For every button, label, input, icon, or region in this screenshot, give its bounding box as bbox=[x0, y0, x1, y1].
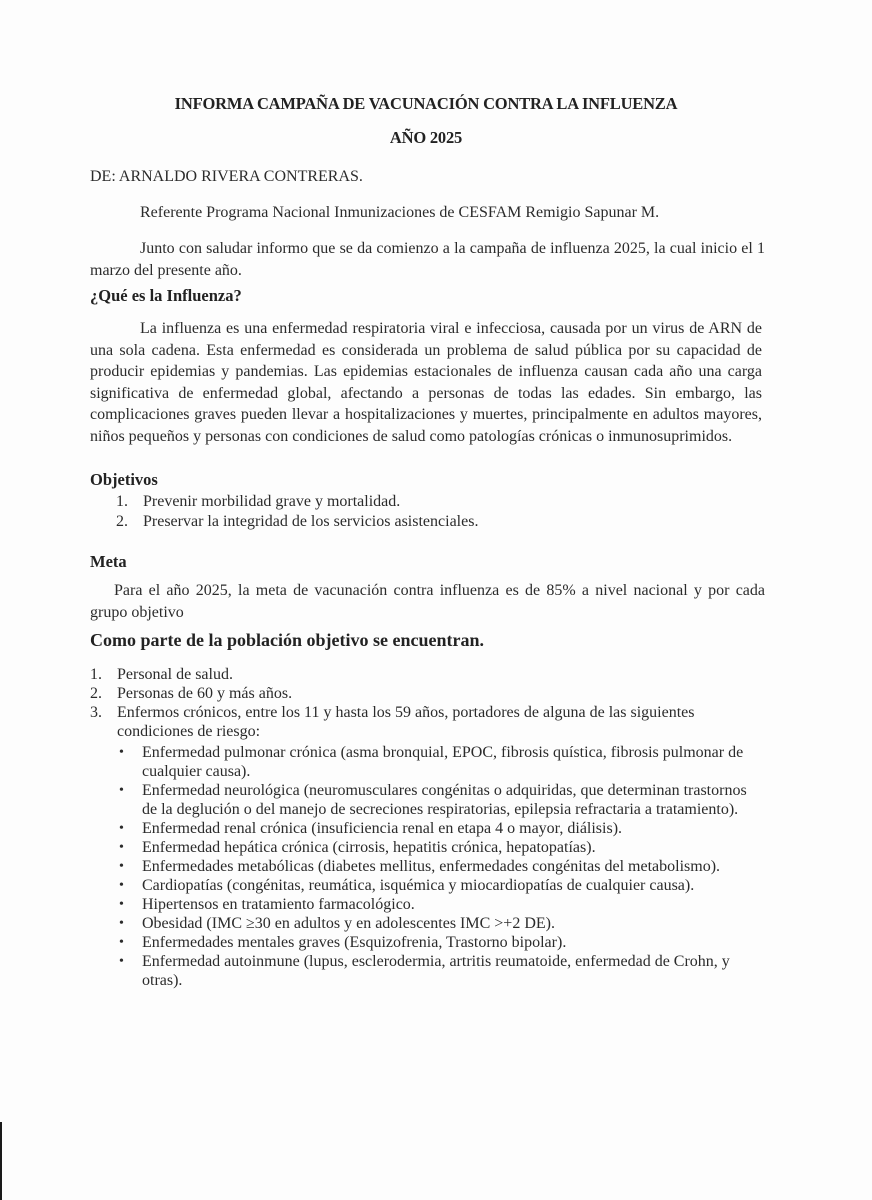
objective-number: 1. bbox=[116, 493, 128, 510]
risk-condition-item bbox=[117, 838, 762, 857]
intro-paragraph bbox=[90, 238, 765, 281]
bullet-icon: • bbox=[119, 916, 124, 931]
heading-objectives: Objetivos bbox=[90, 470, 158, 489]
risk-condition-text: Hipertensos en tratamiento farmacológico. bbox=[142, 896, 415, 913]
risk-condition-item bbox=[117, 781, 762, 819]
risk-condition-item bbox=[117, 952, 762, 990]
objective-text: Preservar la integridad de los servicios asistenciales. bbox=[143, 513, 479, 530]
population-number: 3. bbox=[90, 704, 102, 721]
bullet-icon: • bbox=[119, 783, 124, 798]
risk-conditions-list bbox=[117, 743, 762, 990]
document-title: INFORMA CAMPAÑA DE VACUNACIÓN CONTRA LA INFLUENZA bbox=[174, 94, 678, 113]
risk-condition-item bbox=[117, 876, 762, 895]
influenza-paragraph bbox=[90, 318, 762, 448]
risk-condition-text: Obesidad (IMC ≥30 en adultos y en adolescentes IMC >+2 DE). bbox=[142, 915, 555, 932]
bullet-icon: • bbox=[119, 745, 124, 760]
population-text-line1: Enfermos crónicos, entre los 11 y hasta los 59 años, portadores de alguna de las siguientes bbox=[117, 704, 695, 721]
sender-role: Referente Programa Nacional Inmunizaciones de CESFAM Remigio Sapunar M. bbox=[140, 204, 660, 221]
objective-text: Prevenir morbilidad grave y mortalidad. bbox=[143, 493, 401, 510]
risk-condition-item bbox=[117, 914, 762, 933]
population-text: Personas de 60 y más años. bbox=[117, 685, 293, 702]
population-text: Personal de salud. bbox=[117, 666, 233, 683]
population-number: 2. bbox=[90, 685, 102, 702]
objective-number: 2. bbox=[116, 513, 128, 530]
risk-condition-item bbox=[117, 933, 762, 952]
goal-paragraph bbox=[90, 580, 765, 623]
risk-condition-text: Enfermedad autoinmune (lupus, esclerodermia, artritis reumatoide, enfermedad de Crohn, y otras). bbox=[142, 953, 730, 989]
influenza-text: La influenza es una enfermedad respiratoria viral e infecciosa, causada por un virus de ARN de una sola cadena. Esta enfermedad es considerada un problema de salud pública por su capacidad de producir epidemias y pandemias. Las epidemias estacionales de influenza causan cada año una carga significativa de enfermedad global, afectando a personas de todas las edades. Sin embargo, las complicaciones graves pueden llevar a hospitalizaciones y muertes, principalmente en adultos mayores, niños pequeños y personas con condiciones de salud como patologías crónicas o inmunosuprimidos. bbox=[90, 320, 762, 445]
bullet-icon: • bbox=[119, 859, 124, 874]
bullet-icon: • bbox=[119, 897, 124, 912]
bullet-icon: • bbox=[119, 878, 124, 893]
document-year: AÑO 2025 bbox=[389, 128, 463, 147]
bullet-icon: • bbox=[119, 840, 124, 855]
risk-condition-item bbox=[117, 895, 762, 914]
risk-condition-text: Enfermedad neurológica (neuromusculares congénitas o adquiridas, que determinan trastornos de la deglución o del manejo de secreciones respiratorias, epilepsia refractaria a tratamiento). bbox=[142, 782, 747, 818]
risk-condition-text: Enfermedad hepática crónica (cirrosis, hepatitis crónica, hepatopatías). bbox=[142, 839, 596, 856]
population-number: 1. bbox=[90, 666, 102, 683]
risk-condition-text: Enfermedades metabólicas (diabetes mellitus, enfermedades congénitas del metabolismo). bbox=[142, 858, 721, 875]
bullet-icon: • bbox=[119, 935, 124, 950]
sender-line: DE: ARNALDO RIVERA CONTRERAS. bbox=[90, 168, 363, 185]
heading-target-population: Como parte de la población objetivo se encuentran. bbox=[90, 630, 484, 650]
heading-goal: Meta bbox=[90, 552, 127, 571]
bullet-icon: • bbox=[119, 954, 124, 969]
bullet-icon: • bbox=[119, 821, 124, 836]
scan-edge-artifact bbox=[0, 1122, 2, 1200]
risk-condition-text: Enfermedad pulmonar crónica (asma bronquial, EPOC, fibrosis quística, fibrosis pulmonar de cualquier causa). bbox=[142, 744, 744, 780]
risk-condition-text: Enfermedad renal crónica (insuficiencia renal en etapa 4 o mayor, diálisis). bbox=[142, 820, 623, 837]
population-text-line2: condiciones de riesgo: bbox=[117, 723, 261, 740]
risk-condition-text: Cardiopatías (congénitas, reumática, isquémica y miocardiopatías de cualquier causa). bbox=[142, 877, 695, 894]
goal-text: Para el año 2025, la meta de vacunación contra influenza es de 85% a nivel nacional y por cada grupo objetivo bbox=[90, 582, 765, 621]
risk-condition-text: Enfermedades mentales graves (Esquizofrenia, Trastorno bipolar). bbox=[142, 934, 567, 951]
risk-condition-item bbox=[117, 743, 762, 781]
intro-text: Junto con saludar informo que se da comienzo a la campaña de influenza 2025, la cual inicio el 1 marzo del presente año. bbox=[90, 240, 765, 279]
risk-condition-item bbox=[117, 819, 762, 838]
risk-condition-item bbox=[117, 857, 762, 876]
heading-what-is-influenza: ¿Qué es la Influenza? bbox=[90, 286, 242, 305]
